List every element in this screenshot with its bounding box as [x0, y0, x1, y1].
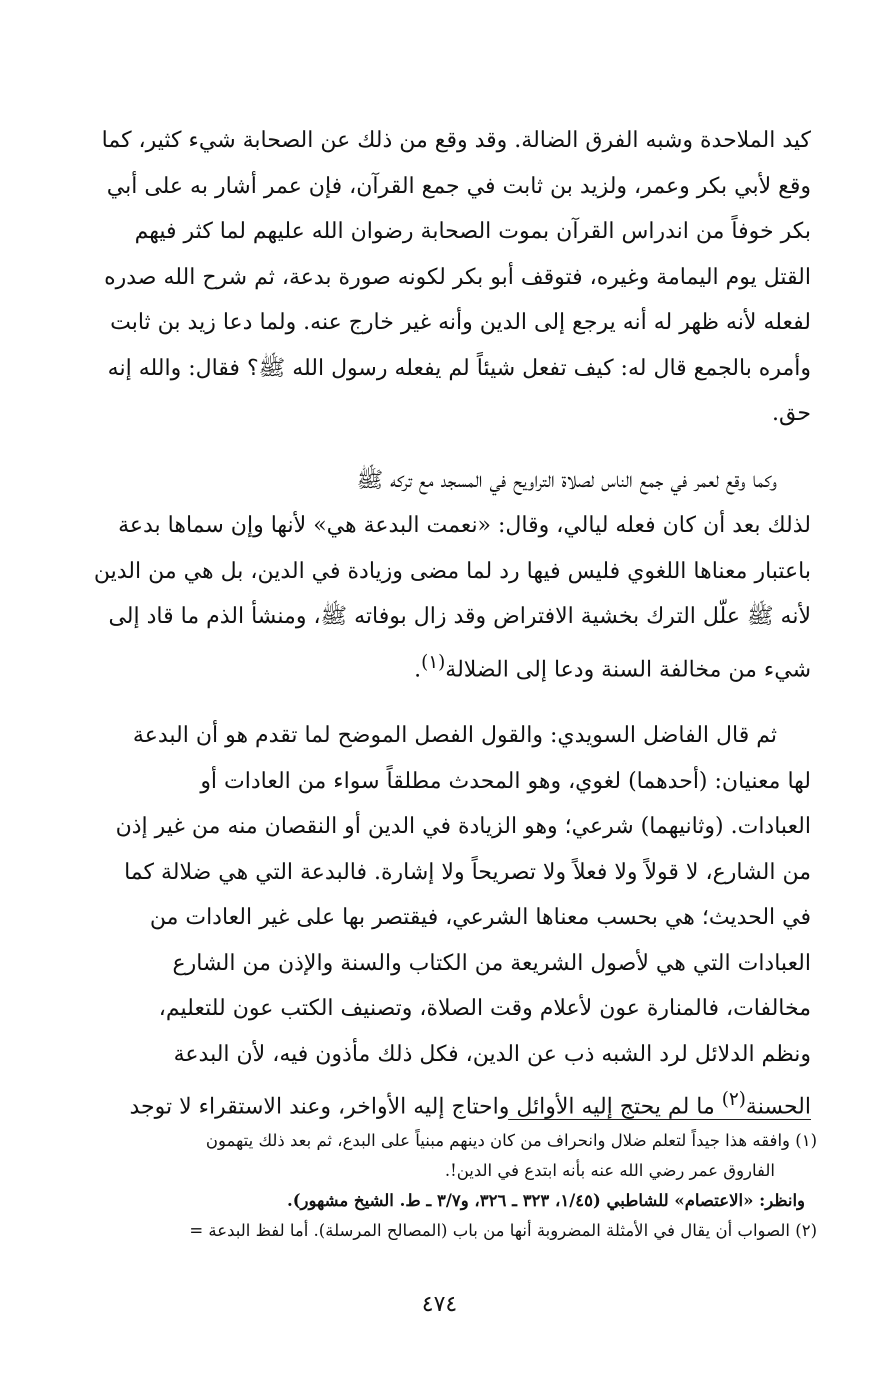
footnote-line: (٢) الصواب أن يقال في الأمثلة المضروبة أنها من باب (المصالح المرسلة). أما لفظ البدعة =	[189, 1221, 817, 1240]
text-line: العبادات التي هي لأصول الشريعة من الكتاب والسنة والإذن من الشارع	[172, 950, 811, 976]
text-line	[40, 1077, 811, 1130]
text-line: كيد الملاحدة وشبه الفرق الضالة. وقد وقع من ذلك عن الصحابة شيء كثير، كما	[101, 128, 811, 153]
text-line: وكما وقع لعمر في جمع الناس لصلاة التراويح في المسجد مع تركه ﷺ	[356, 467, 777, 493]
text-fragment: .	[414, 656, 422, 682]
text-line: لها معنيان: (أحدهما) لغوي، وهو المحدث مطلقاً سواء من العادات أو	[200, 768, 811, 794]
paragraph-2	[40, 458, 811, 693]
text-line: حق.	[772, 401, 811, 426]
footnote-ref-1: (١)	[421, 651, 446, 673]
text-line: مخالفات، فالمنارة عون لأعلام وقت الصلاة، وتصنيف الكتب عون للتعليم،	[158, 996, 811, 1022]
footnotes	[38, 1126, 817, 1246]
footnote-line: (١) وافقه هذا جيداً لتعلم ضلال وانحراف من كان دينهم مبنياً على البدع، ثم بعد ذلك يتهمون	[205, 1131, 817, 1150]
text-line: ونظم الدلائل لرد الشبه ذب عن الدين، فكل ذلك مأذون فيه، لأن البدعة	[173, 1041, 811, 1067]
text-line: وقع لأبي بكر وعمر، ولزيد بن ثابت في جمع القرآن، فإن عمر أشار به على أبي	[106, 173, 811, 199]
paragraph-1	[40, 118, 811, 437]
text-line: في الحديث؛ هي بحسب معناها الشرعي، فيقتصر بها على غير العادات من	[149, 905, 811, 931]
footnote-2	[38, 1216, 817, 1246]
paragraph-3	[40, 713, 811, 1130]
text-line: العبادات. (وثانيهما) شرعي؛ وهو الزيادة في الدين أو النقصان منه من غير إذن	[115, 814, 811, 840]
text-line: بكر خوفاً من اندراس القرآن بموت الصحابة رضوان الله عليهم لما كثر فيهم	[134, 219, 811, 244]
text-line: لفعله لأنه ظهر له أنه يرجع إلى الدين وأنه غير خارج عنه. ولما دعا زيد بن ثابت	[110, 310, 811, 335]
text-line: من الشارع، لا قولاً ولا فعلاً ولا تصريحاً ولا إشارة. فالبدعة التي هي ضلالة كما	[124, 859, 811, 885]
footnote-ref-2: (٢)	[721, 1089, 746, 1111]
text-line: لأنه ﷺ علّل الترك بخشية الافتراض وقد زال بوفاته ﷺ، ومنشأ الذم ما قاد إلى	[108, 604, 811, 629]
text-fragment: الحسنة	[745, 1094, 811, 1120]
text-fragment: ما لم يحتج إليه الأوائل واحتاج إليه الأواخر، وعند الاستقراء لا توجد	[129, 1094, 722, 1120]
text-line: ثم قال الفاضل السويدي: والقول الفصل الموضح لما تقدم هو أن البدعة	[132, 723, 777, 749]
text-line: باعتبار معناها اللغوي فليس فيها رد لما مضى وزيادة في الدين، بل هي من الدين	[93, 558, 811, 584]
text-line	[40, 640, 811, 693]
text-line: القتل يوم اليمامة وغيره، فتوقف أبو بكر لكونه صورة بدعة، ثم شرح الله صدره	[104, 264, 811, 290]
text-line: لذلك بعد أن كان فعله ليالي، وقال: «نعمت البدعة هي» لأنها وإن سماها بدعة	[118, 513, 811, 538]
page-number: ٤٧٤	[421, 1292, 458, 1317]
text-fragment: شيء من مخالفة السنة ودعا إلى الضلالة	[445, 656, 811, 682]
footnote-divider	[508, 1119, 811, 1120]
main-text	[40, 118, 811, 1130]
footnote-line: وانظر: «الاعتصام» للشاطبي (١/٤٥، ٣٢٣ ـ ٣٢٦، و٣/٧ ـ ط. الشيخ مشهور).	[286, 1191, 805, 1210]
text-line: وأمره بالجمع قال له: كيف تفعل شيئاً لم يفعله رسول الله ﷺ؟ فقال: والله إنه	[107, 355, 811, 381]
footnote-1	[38, 1126, 817, 1216]
footnote-line: الفاروق عمر رضي الله عنه بأنه ابتدع في الدين!.	[444, 1161, 775, 1180]
